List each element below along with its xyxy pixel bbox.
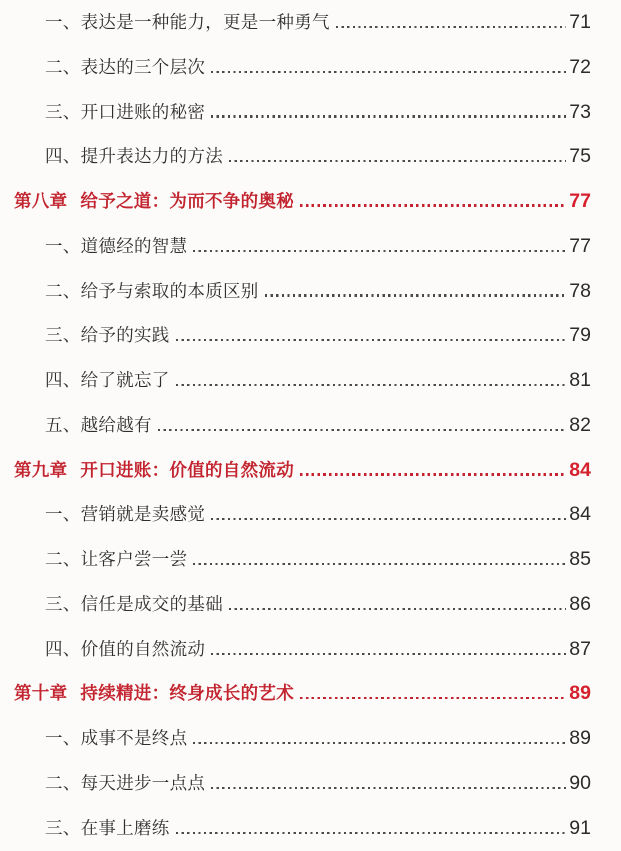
dot-leader (229, 608, 566, 610)
toc-page-number: 84 (569, 503, 591, 526)
toc-entry-label: 二、 (45, 56, 81, 77)
toc-page-number: 89 (569, 727, 591, 750)
toc-row[interactable] (14, 403, 591, 448)
toc-page-number: 73 (569, 100, 591, 123)
toc-entry-title: 给予的实践 (80, 325, 170, 346)
toc-entry-title: 越给越有 (80, 414, 152, 435)
toc-row[interactable] (14, 806, 591, 851)
toc-page-number: 72 (569, 55, 591, 78)
toc-entry-label: 二、 (45, 773, 81, 794)
toc-row[interactable] (14, 45, 591, 90)
toc-entry-title: 信任是成交的基础 (80, 593, 224, 614)
toc-page-number: 81 (569, 369, 591, 392)
toc-row[interactable] (14, 627, 591, 672)
toc-entry-label: 四、 (45, 370, 81, 391)
toc-row[interactable] (14, 0, 591, 45)
toc-entry-title: 表达是一种能力，更是一种勇气 (80, 12, 330, 32)
toc-list (14, 0, 591, 851)
toc-page-number: 91 (569, 816, 591, 839)
toc-entry-label: 一、 (45, 12, 81, 32)
dot-leader (211, 653, 566, 655)
toc-page-number: 85 (569, 548, 591, 571)
toc-page-number: 82 (569, 413, 591, 436)
toc-entry-label: 三、 (45, 101, 81, 122)
toc-page-number: 89 (569, 682, 591, 705)
dot-leader (300, 473, 566, 476)
toc-row[interactable] (14, 537, 591, 582)
toc-page-number: 86 (569, 592, 591, 615)
toc-page-number: 90 (569, 772, 591, 795)
dot-leader (176, 832, 567, 834)
toc-row[interactable] (14, 313, 591, 358)
dot-leader (211, 71, 566, 73)
toc-entry-label: 第八章 (14, 191, 68, 212)
toc-entry-label: 一、 (45, 235, 81, 256)
dot-leader (176, 339, 567, 341)
toc-entry-title: 给予之道：为而不争的奥秘 (80, 191, 295, 212)
dot-leader (265, 294, 567, 296)
toc-entry-label: 三、 (45, 593, 81, 614)
toc-row[interactable] (14, 358, 591, 403)
toc-entry-title: 开口进账的秘密 (80, 101, 206, 122)
toc-entry-title: 给予与索取的本质区别 (80, 280, 259, 301)
toc-page-number: 78 (569, 279, 591, 302)
dot-leader (193, 742, 566, 744)
toc-entry-label: 五、 (45, 414, 81, 435)
dot-leader (193, 563, 566, 565)
toc-entry-title: 道德经的智慧 (80, 235, 188, 256)
toc-page-number: 84 (569, 458, 591, 481)
toc-entry-label: 四、 (45, 146, 81, 167)
toc-row[interactable] (14, 582, 591, 627)
toc-entry-title: 每天进步一点点 (80, 773, 206, 794)
toc-entry-label: 三、 (45, 325, 81, 346)
toc-page-number: 77 (569, 190, 591, 213)
toc-row[interactable] (14, 269, 591, 314)
toc-row[interactable] (14, 90, 591, 135)
toc-row[interactable] (14, 716, 591, 761)
toc-page-number: 79 (569, 324, 591, 347)
toc-row[interactable] (14, 761, 591, 806)
dot-leader (211, 518, 566, 520)
dot-leader (158, 429, 566, 431)
toc-row[interactable] (14, 179, 591, 224)
toc-entry-title: 在事上磨练 (80, 817, 170, 838)
toc-entry-title: 营销就是卖感觉 (80, 504, 206, 525)
toc-entry-title: 价值的自然流动 (80, 638, 206, 659)
toc-row[interactable] (14, 671, 591, 716)
toc-page-number: 75 (569, 145, 591, 168)
toc-entry-label: 第九章 (14, 459, 68, 480)
dot-leader (176, 384, 567, 386)
dot-leader (211, 115, 566, 117)
toc-entry-title: 表达的三个层次 (80, 56, 206, 77)
toc-entry-label: 第十章 (14, 683, 68, 704)
toc-entry-title: 成事不是终点 (80, 728, 188, 749)
toc-entry-label: 四、 (45, 638, 81, 659)
toc-page-number: 71 (569, 11, 591, 33)
toc-entry-label: 一、 (45, 728, 81, 749)
toc-entry-title: 持续精进：终身成长的艺术 (80, 683, 295, 704)
toc-page-number: 87 (569, 637, 591, 660)
toc-row[interactable] (14, 134, 591, 179)
toc-entry-label: 一、 (45, 504, 81, 525)
dot-leader (300, 697, 566, 700)
toc-entry-label: 三、 (45, 817, 81, 838)
toc-entry-label: 二、 (45, 280, 81, 301)
toc-entry-title: 开口进账：价值的自然流动 (80, 459, 295, 480)
toc-page-number: 77 (569, 234, 591, 257)
dot-leader (336, 26, 566, 28)
dot-leader (211, 787, 566, 789)
toc-row[interactable] (14, 224, 591, 269)
toc-row[interactable] (14, 492, 591, 537)
toc-entry-title: 提升表达力的方法 (80, 146, 224, 167)
toc-entry-title: 给了就忘了 (80, 370, 170, 391)
toc-row[interactable] (14, 448, 591, 493)
toc-entry-title: 让客户尝一尝 (80, 549, 188, 570)
dot-leader (193, 250, 566, 252)
dot-leader (229, 160, 566, 162)
toc-entry-label: 二、 (45, 549, 81, 570)
dot-leader (300, 204, 566, 207)
